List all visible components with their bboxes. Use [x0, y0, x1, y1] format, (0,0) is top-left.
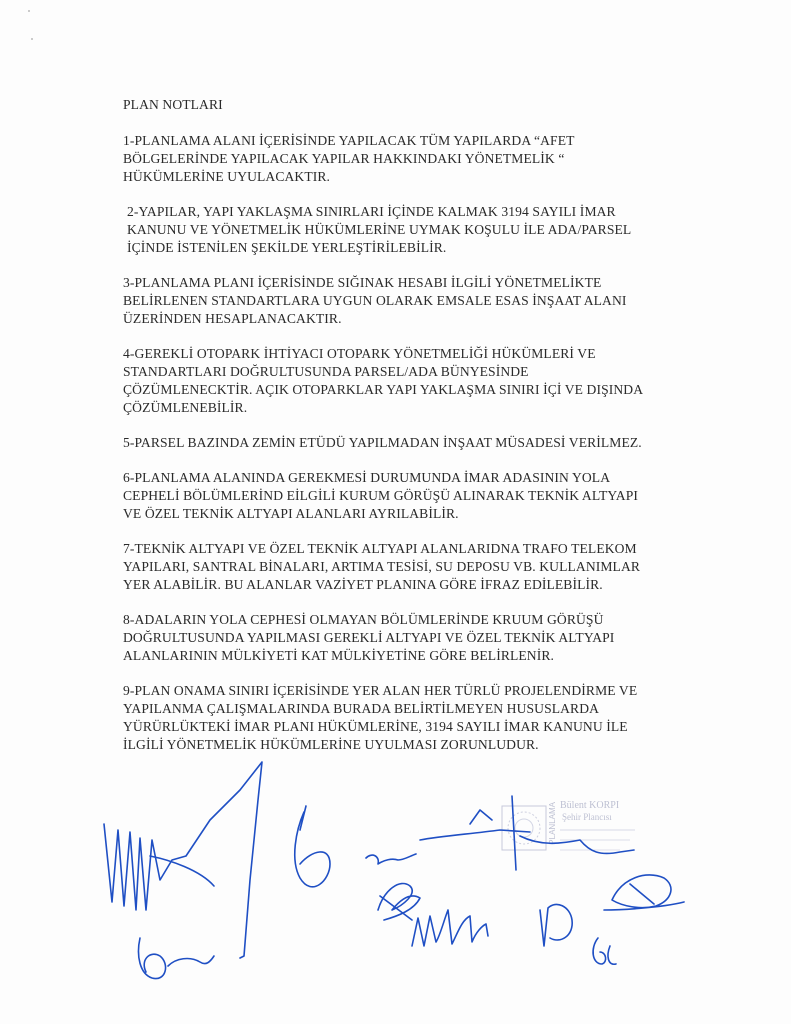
- plan-note-6: 6-PLANLAMA ALANINDA GEREKMESİ DURUMUNDA İMAR ADASININ YOLA CEPHELİ BÖLÜMLERİND EİLGİLİ KURUM GÖRÜŞÜ ALINARAK TEKNİK ALTYAPI VE ÖZEL TEKNİK ALTYAPI ALANLARI AYRILABİLİR.: [123, 470, 639, 521]
- signature-7: [604, 875, 684, 910]
- plan-note-5: 5-PARSEL BAZINDA ZEMİN ETÜDÜ YAPILMADAN İNŞAAT MÜSADESİ VERİLMEZ.: [123, 435, 642, 450]
- signature-2: [295, 806, 330, 887]
- plan-note-8: 8-ADALARIN YOLA CEPHESİ OLMAYAN BÖLÜMLERİNDE KRUUM GÖRÜŞÜ DOĞRULTUSUNDA YAPILMASI GEREKLİ ALTYAPI VE ÖZEL TEKNİK ALTYAPI ALANLARININ MÜLKİYETİ KAT MÜLKİYETİNE GÖRE BELİRLENİR.: [123, 612, 615, 663]
- plan-note-2: 2-YAPILAR, YAPI YAKLAŞMA SINIRLARI İÇİNDE KALMAK 3194 SAYILI İMAR KANUNU VE YÖNETMELİK HÜKÜMLERİNE UYMAK KOŞULU İLE ADA/PARSEL İÇİNDE İSTENİLEN ŞEKİLDE YERLEŞTİRİLEBİLİR.: [127, 204, 632, 255]
- signature-3: [420, 796, 634, 870]
- stamp-title: Şehir Plancısı: [562, 812, 612, 822]
- signature-2b: [366, 854, 416, 864]
- signature-1: [104, 762, 262, 958]
- signature-4: [378, 883, 420, 920]
- signature-3b: [470, 810, 492, 824]
- scan-speck: [31, 38, 33, 40]
- document-heading: PLAN NOTLARI: [123, 97, 223, 112]
- stamp-name: Bülent KORPI: [560, 800, 620, 811]
- signatures-area: [0, 760, 791, 1024]
- signature-1-underline: [150, 856, 214, 886]
- stamp-vertical-label: PLANLAMA: [548, 802, 557, 845]
- scan-speck: [28, 10, 30, 12]
- signature-8: [139, 938, 215, 979]
- plan-note-4: 4-GEREKLİ OTOPARK İHTİYACI OTOPARK YÖNETMELİĞİ HÜKÜMLERİ VE STANDARTLARI DOĞRULTUSUNDA PARSEL/ADA BÜNYESİNDE ÇÖZÜMLENECKTİR. AÇIK OTOPARKLAR YAPI YAKLAŞMA SINIRI İÇİ VE DIŞINDA ÇÖZÜMLENEBİLİR.: [123, 346, 644, 415]
- signature-5: [412, 910, 488, 946]
- plan-note-7: 7-TEKNİK ALTYAPI VE ÖZEL TEKNİK ALTYAPI ALANLARIDNA TRAFO TELEKOM YAPILARI, SANTRAL BİNALARI, ARTIMA TESİSİ, SU DEPOSU VB. KULLANIMLAR YER ALABİLİR. BU ALANLAR VAZİYET PLANINA GÖRE İFRAZ EDİLEBİLİR.: [123, 541, 641, 592]
- signature-6: [540, 904, 572, 946]
- plan-note-3: 3-PLANLAMA PLANI İÇERİSİNDE SIĞINAK HESABI İLGİLİ YÖNETMELİKTE BELİRLENEN STANDARTLARA UYGUN OLARAK EMSALE ESAS İNŞAAT ALANI ÜZERİNDEN HESAPLANACAKTIR.: [123, 275, 627, 326]
- signature-9: [593, 938, 616, 964]
- plan-note-1: 1-PLANLAMA ALANI İÇERİSİNDE YAPILACAK TÜM YAPILARDA “AFET BÖLGELERİNDE YAPILACAK YAPILAR HAKKINDAKI YÖNETMELİK “ HÜKÜMLERİNE UYULACAKTIR.: [123, 133, 575, 184]
- plan-notes-body: [123, 96, 733, 771]
- plan-note-9: 9-PLAN ONAMA SINIRI İÇERİSİNDE YER ALAN HER TÜRLÜ PROJELENDİRME VE YAPILANMA ÇALIŞMALARINDA BURADA BELİRTİLMEYEN HUSUSLARDA YÜRÜRLÜKTEKİ İMAR PLANI HÜKÜMLERİNE, 3194 SAYILI İMAR KANUNU İLE İLGİLİ YÖNETMELİK HÜKÜMLERİNE UYULMASI ZORUNLUDUR.: [123, 683, 638, 752]
